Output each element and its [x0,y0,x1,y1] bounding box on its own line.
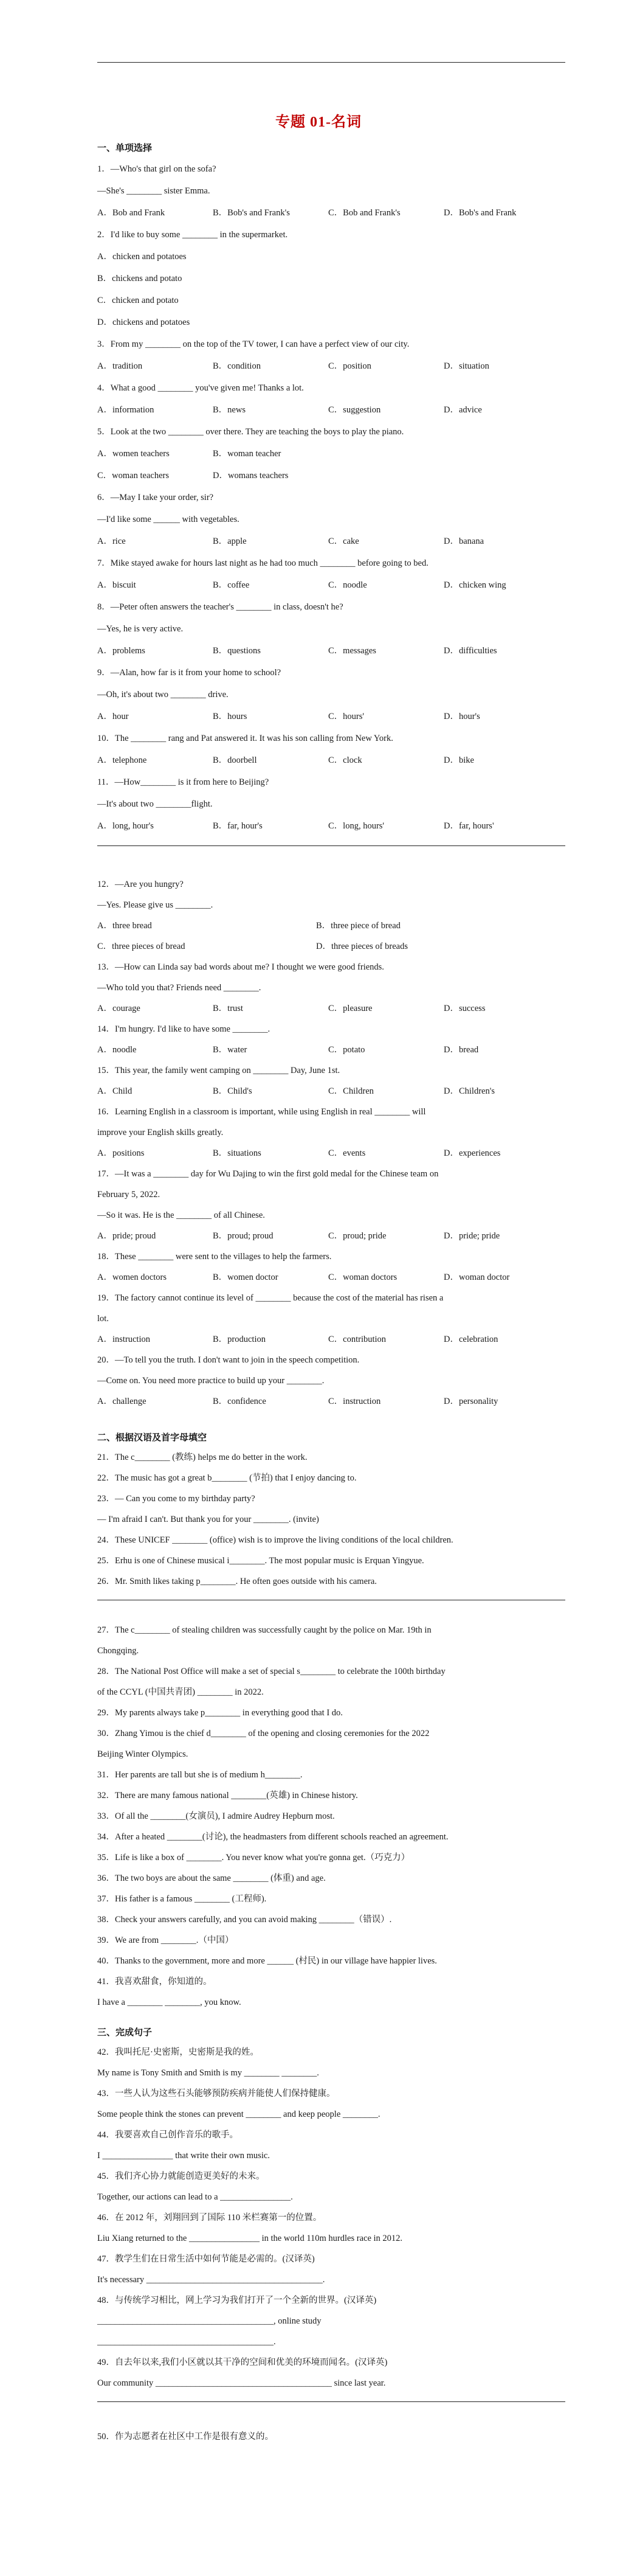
answer-options [97,470,565,482]
question-line: 38．Check your answers carefully, and you can avoid making ________（错误）. [97,1915,392,1925]
option: A．tradition [97,361,143,371]
option: C．Bob and Frank's [328,208,401,218]
question-line: 16．Learning English in a classroom is important, while using English in real ________ will [97,1107,426,1117]
option: C．contribution [328,1335,387,1344]
option: A．rice [97,536,126,546]
question-line: 43．一些人认为这些石头能够预防疾病并能使人们保持健康。 [97,2089,336,2099]
option: C．position [328,361,371,371]
option: D．difficulties [444,646,497,656]
option: D．experiences [444,1148,501,1158]
option: D．pride; pride [444,1231,500,1241]
option: A．instruction [97,1335,150,1344]
question-line: 28．The National Post Office will make a set of special s________ to celebrate the 100th birthday [97,1667,446,1676]
question-line: 25．Erhu is one of Chinese musical i________. The most popular music is Erquan Yingyue. [97,1556,424,1566]
question-line: —Oh, it's about two ________ drive. [97,690,229,700]
option: C．noodle [328,580,367,590]
option: B．coffee [213,580,250,590]
option: D．Children's [444,1086,495,1096]
option: C．proud; pride [328,1231,387,1241]
question-line: February 5, 2022. [97,1190,160,1199]
question-line: 33．Of all the ________(女演员), I admire Audrey Hepburn most. [97,1811,335,1821]
option: D．bread [444,1045,479,1055]
question-line: —So it was. He is the ________ of all Chinese. [97,1210,265,1220]
option: C．pleasure [328,1004,373,1013]
answer-options [97,404,565,416]
question-line: 24．These UNICEF ________ (office) wish is to improve the living conditions of the local children. [97,1535,453,1545]
question-line: 50．作为志愿者在社区中工作是很有意义的。 [97,2432,274,2442]
option: D．hour's [444,712,480,721]
question-line: Chongqing. [97,1646,139,1656]
question-line: 34．After a heated ________(讨论), the headmasters from different schools reached an agreement. [97,1832,449,1842]
option: B．questions [213,646,261,656]
question-line: 22．The music has got a great b________ (节拍) that I enjoy dancing to. [97,1473,357,1483]
answer-options [97,1085,565,1097]
question-line: —Yes. Please give us ________. [97,900,213,910]
question-line: Beijing Winter Olympics. [97,1749,188,1759]
answer-options [97,1147,565,1159]
page-break [97,845,565,846]
option: A．three bread [97,921,152,931]
option: C．woman doctors [328,1272,398,1282]
question-line: 29．My parents always take p________ in everything good that I do. [97,1708,343,1718]
question-line: ________________________________________. [97,2337,276,2347]
option: A．problems [97,646,145,656]
option: B．apple [213,536,247,546]
question-line: —It's about two ________flight. [97,799,213,809]
option: D．banana [444,536,484,546]
section-heading: 三、完成句子 [97,2028,153,2038]
option: C．suggestion [328,405,381,415]
question-line: —She's ________ sister Emma. [97,186,210,196]
question-line: ________________________________________, online study [97,2316,322,2326]
option: B．woman teacher [213,449,281,459]
option: D．advice [444,405,482,415]
option: C．cake [328,536,359,546]
question-line: 47．教学生们在日常生活中如何节能是必需的。(汉译英) [97,2254,315,2264]
option: A．women doctors [97,1272,167,1282]
option: B．confidence [213,1397,266,1406]
question-line: 20．—To tell you the truth. I don't want to join in the speech competition. [97,1355,360,1365]
section-heading: 一、单项选择 [97,144,153,153]
question-line: 31．Her parents are tall but she is of medium h________. [97,1770,303,1780]
question-line: —Yes, he is very active. [97,624,184,634]
option: B．proud; proud [213,1231,274,1241]
option: B．hours [213,712,247,721]
question-line: 9．—Alan, how far is it from your home to school? [97,668,281,678]
option: A．noodle [97,1045,137,1055]
option: A．positions [97,1148,145,1158]
question-line: 32．There are many famous national ________(英雄) in Chinese history. [97,1791,358,1800]
question-line: 5．Look at the two ________ over there. They are teaching the boys to play the piano. [97,427,404,437]
question-line: 13．—How can Linda say bad words about me? I thought we were good friends. [97,962,384,972]
option: A．long, hour's [97,821,154,831]
question-line: improve your English skills greatly. [97,1128,224,1137]
option: D．far, hours' [444,821,494,831]
question-line: 45．我们齐心协力就能创造更美好的未来。 [97,2172,265,2181]
question-line: —Come on. You need more practice to build up your ________. [97,1376,325,1386]
question-line: 14．I'm hungry. I'd like to have some ________. [97,1024,270,1034]
option: B．trust [213,1004,243,1013]
question-line: 6．—May I take your order, sir? [97,493,214,502]
answer-options [97,207,565,219]
answer-options [97,754,565,766]
answer-options [97,645,565,657]
question-line: 26．Mr. Smith likes taking p________. He often goes outside with his camera. [97,1577,377,1586]
question-line: 1．—Who's that girl on the sofa? [97,164,216,174]
question-line: 46．在 2012 年，刘翔回到了国际 110 米栏赛第一的位置。 [97,2213,322,2223]
question-line: 44．我要喜欢自己创作音乐的歌手。 [97,2130,238,2140]
answer-options [97,579,565,591]
question-line: 19．The factory cannot continue its level of ________ because the cost of the material has risen a [97,1293,444,1303]
option: B．women doctor [213,1272,278,1282]
option-line: B．chickens and potato [97,274,182,283]
option: C．events [328,1148,366,1158]
question-line: of the CCYL (中国共青团) ________ in 2022. [97,1687,264,1697]
option: B．doorbell [213,755,257,765]
question-line: —Who told you that? Friends need ________. [97,983,261,993]
option: D．celebration [444,1335,498,1344]
question-line: Some people think the stones can prevent ________ and keep people ________. [97,2109,380,2119]
option: D．woman doctor [444,1272,510,1282]
option: C．woman teachers [97,471,169,481]
answer-options [97,448,565,460]
option-line: D．chickens and potatoes [97,318,190,327]
option: B．three piece of bread [316,921,401,931]
option: B．far, hour's [213,821,263,831]
question-line: 42．我叫托尼·史密斯，史密斯是我的姓。 [97,2047,259,2057]
question-line: My name is Tony Smith and Smith is my ________ ________. [97,2068,319,2078]
answer-options [97,1271,565,1283]
option: C．three pieces of bread [97,942,185,951]
option-line: C．chicken and potato [97,296,179,305]
option: B．water [213,1045,247,1055]
option: D．situation [444,361,489,371]
question-line: 10．The ________ rang and Pat answered it. It was his son calling from New York. [97,734,393,743]
answer-options [97,1002,565,1015]
option-line: A．chicken and potatoes [97,252,187,262]
answer-options [97,710,565,723]
option: D．personality [444,1397,498,1406]
option: C．long, hours' [328,821,385,831]
option: D．womans teachers [213,471,289,481]
option: B．situations [213,1148,261,1158]
question-line: lot. [97,1314,109,1324]
question-line: 3．From my ________ on the top of the TV tower, I can have a perfect view of our city. [97,339,410,349]
option: A．telephone [97,755,147,765]
page-title: 专题 01-名词 [275,114,362,130]
question-line: 40．Thanks to the government, more and more ______ (村民) in our village have happier lives. [97,1956,437,1966]
question-line: 35．Life is like a box of ________. You never know what you're gonna get.（巧克力） [97,1853,410,1863]
question-line: 49．自去年以来,我们小区就以其干净的空间和优美的环境而闻名。(汉译英) [97,2358,388,2367]
question-line: 7．Mike stayed awake for hours last night as he had too much ________ before going to bed. [97,558,429,568]
option: A．Child [97,1086,133,1096]
option: C．hours' [328,712,365,721]
question-line: I have a ________ ________, you know. [97,1998,241,2007]
question-line: 18．These ________ were sent to the villages to help the farmers. [97,1252,332,1262]
option: C．instruction [328,1397,381,1406]
question-line: — I'm afraid I can't. But thank you for your ________. (invite) [97,1515,319,1524]
option: B．production [213,1335,266,1344]
option: B．news [213,405,246,415]
question-line: 39．We are from ________.（中国） [97,1935,234,1945]
question-line: 48．与传统学习相比，网上学习为我们打开了一个全新的世界。(汉译英) [97,2296,377,2305]
question-line: 8．—Peter often answers the teacher's ________ in class, doesn't he? [97,602,343,612]
question-line: 36．The two boys are about the same ________ (体重) and age. [97,1873,326,1883]
question-line: Together, our actions can lead to a ________________. [97,2192,293,2202]
question-line: Liu Xiang returned to the ________________ in the world 110m hurdles race in 2012. [97,2234,403,2243]
option: A．pride; proud [97,1231,156,1241]
option: A．information [97,405,154,415]
section-heading: 二、根据汉语及首字母填空 [97,1433,207,1443]
question-line: —I'd like some ______ with vegetables. [97,515,239,524]
question-line: 23．— Can you come to my birthday party? [97,1494,255,1504]
option: B．Bob's and Frank's [213,208,290,218]
answer-options [97,820,565,832]
option: D．bike [444,755,474,765]
answer-options [97,1395,565,1408]
answer-options [97,360,565,372]
question-line: 15．This year, the family went camping on ________ Day, June 1st. [97,1066,340,1075]
answer-options [97,1333,565,1345]
question-line: 30．Zhang Yimou is the chief d________ of the opening and closing ceremonies for the 2022 [97,1729,430,1738]
option: A．women teachers [97,449,170,459]
question-line: I ________________ that write their own music. [97,2151,270,2161]
question-line: Our community ________________________________________ since last year. [97,2378,386,2388]
question-line: 4．What a good ________ you've given me! Thanks a lot. [97,383,304,393]
option: A．Bob and Frank [97,208,165,218]
option: C．clock [328,755,362,765]
answer-options [97,1044,565,1056]
option: D．three pieces of breads [316,942,408,951]
answer-options [97,920,565,932]
question-line: 27．The c________ of stealing children was successfully caught by the police on Mar. 19th in [97,1625,432,1635]
question-line: 17．—It was a ________ day for Wu Dajing to win the first gold medal for the Chinese team on [97,1169,439,1179]
question-line: 21．The c________ (教练) helps me do better in the work. [97,1453,308,1462]
option: D．success [444,1004,486,1013]
answer-options [97,940,565,953]
option: B．condition [213,361,261,371]
question-line: 12．—Are you hungry? [97,880,184,889]
option: C．potato [328,1045,365,1055]
page-break [97,2401,565,2402]
option: C．messages [328,646,376,656]
option: A．challenge [97,1397,146,1406]
question-line: 2．I'd like to buy some ________ in the supermarket. [97,230,288,240]
answer-options [97,535,565,547]
question-line: 37．His father is a famous ________ (工程师). [97,1894,267,1904]
option: D．Bob's and Frank [444,208,517,218]
question-line: It's necessary ________________________________________. [97,2275,325,2285]
option: A．biscuit [97,580,136,590]
option: A．hour [97,712,129,721]
question-line: 41．我喜欢甜食，你知道的。 [97,1977,212,1987]
option: B．Child's [213,1086,252,1096]
option: D．chicken wing [444,580,506,590]
top-rule [97,62,565,63]
option: C．Children [328,1086,374,1096]
answer-options [97,1230,565,1242]
question-line: 11．—How________ is it from here to Beijing? [97,777,269,787]
option: A．courage [97,1004,140,1013]
